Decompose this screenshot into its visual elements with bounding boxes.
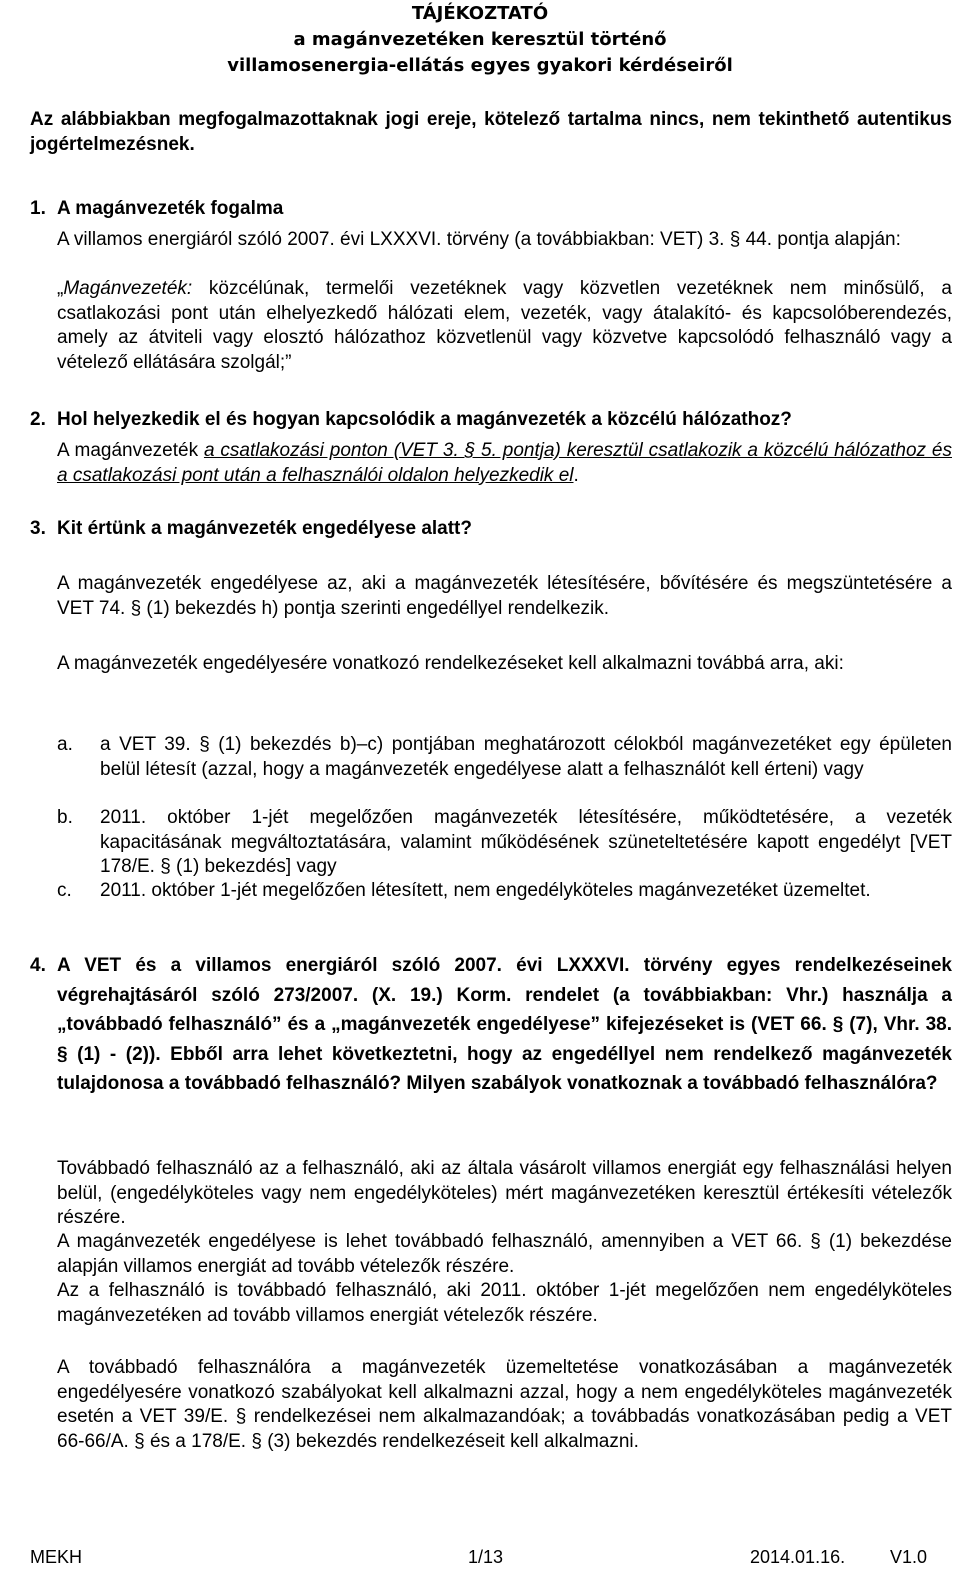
definition-term: Magánvezeték: (63, 278, 193, 299)
section-4-paragraph-3: Az a felhasználó is továbbadó felhasználó, aki 2011. október 1-jét megelőzően nem engedélyköteles magánvezetéken ad tovább villamos energiát vételezők részére. (57, 1280, 952, 1326)
section-1-number: 1. (30, 198, 46, 219)
section-2-heading: Hol helyezkedik el és hogyan kapcsolódik a magánvezeték a közcélú hálózathoz? (57, 409, 792, 430)
section-2-answer (57, 439, 952, 488)
section-3-paragraph-1: A magánvezeték engedélyese az, aki a magánvezeték létesítésére, bővítésére és megszüntetésére a VET 74. § (1) bekezdés h) pontja szerinti engedéllyel rendelkezik. (57, 573, 952, 619)
section-1-definition (57, 277, 952, 375)
list-item-b-text: 2011. október 1-jét megelőzően magánvezeték létesítésére, működtetésére, a vezeték kapacitásának megváltoztatására, valamint működésének szüneteltetésére kapott engedélyt [VET 178/E. § (1) bekezdés] vagy (100, 807, 952, 877)
quote-close: ” (285, 351, 292, 373)
document-subtitle-line2: villamosenergia-ellátás egyes gyakori kérdéseiről (227, 55, 733, 76)
section-4-paragraph-1: Továbbadó felhasználó az a felhasználó, aki az általa vásárolt villamos energiát egy felhasználási helyen belül, (engedélyköteles vagy nem engedélyköteles) mért magánvezetéken keresztül értékesíti vételezők részére. (57, 1158, 952, 1228)
footer-version: V1.0 (890, 1547, 928, 1567)
section-3-heading: Kit értünk a magánvezeték engedélyese alatt? (57, 518, 472, 539)
section-4-heading: A VET és a villamos energiáról szóló 2007. évi LXXXVI. törvény egyes rendelkezéseinek végrehajtásáról szóló 273/2007. (X. 19.) Korm. rendelet (a továbbiakban: Vhr.) használja a „továbbadó felhasználó” és a „magánvezeték engedélyese” kifejezéseket is (VET 66. § (7), Vhr. 38. § (1) - (2)). Ebből arra lehet következtetni, hogy az engedéllyel nem rendelkező magánvezeték tulajdonosa a továbbadó felhasználó? Milyen szabályok vonatkoznak a továbbadó felhasználóra? (57, 955, 952, 1094)
list-item-c-label: c. (57, 880, 72, 901)
section-2-number: 2. (30, 409, 46, 430)
quote-open: „ (57, 278, 64, 299)
section-4-number: 4. (30, 955, 46, 976)
section-1-intro: A villamos energiáról szóló 2007. évi LXXXVI. törvény (a továbbiakban: VET) 3. § 44. pontja alapján: (57, 229, 901, 250)
footer-date: 2014.01.16. (750, 1547, 846, 1567)
section-2-answer-suffix: . (573, 464, 579, 486)
footer-page-number: 1/13 (468, 1547, 504, 1567)
document-title: TÁJÉKOZTATÓ (411, 3, 549, 24)
document-subtitle-line1: a magánvezetéken keresztül történő (293, 29, 667, 50)
list-item-b-label: b. (57, 807, 73, 828)
list-item-c-text: 2011. október 1-jét megelőzően létesített, nem engedélyköteles magánvezetéket üzemeltet. (100, 880, 871, 901)
disclaimer: Az alábbiakban megfogalmazottaknak jogi ereje, kötelező tartalma nincs, nem tekinthető autentikus jogértelmezésnek. (30, 109, 952, 155)
section-4-paragraph-2: A magánvezeték engedélyese is lehet továbbadó felhasználó, amennyiben a VET 66. § (1) bekezdése alapján villamos energiát ad tovább vételezők részére. (57, 1231, 952, 1277)
definition-text: közcélúnak, termelői vezetéknek vagy közvetlen vezetéknek nem minősülő, a csatlakozási pont után elhelyezkedő hálózati elem, vezeték, vagy átalakító- és kapcsolóberendezés, amely az átviteli vagy elosztó hálózathoz közvetlenül vagy közvetve kapcsolódó felhasználó vagy a vételező ellátására szolgál; (57, 278, 952, 373)
section-2-answer-prefix: A magánvezeték (57, 440, 204, 461)
section-1-heading: A magánvezeték fogalma (57, 198, 284, 219)
section-3-paragraph-2: A magánvezeték engedélyesére vonatkozó rendelkezéseket kell alkalmazni továbbá arra, aki: (57, 653, 844, 674)
footer-organization: MEKH (30, 1547, 83, 1567)
section-2-answer-underlined: a csatlakozási ponton (VET 3. § 5. pontja) keresztül csatlakozik a közcélú hálózathoz és a csatlakozási pont után a felhasználói oldalon helyezkedik el (57, 440, 952, 486)
list-item-a-label: a. (57, 734, 73, 755)
list-item-a-text: a VET 39. § (1) bekezdés b)–c) pontjában meghatározott célokból magánvezetéket egy épületen belül létesít (azzal, hogy a magánvezeték engedélyese alatt a felhasználót kell érteni) vagy (100, 734, 952, 780)
section-4-paragraph-4: A továbbadó felhasználóra a magánvezeték üzemeltetése vonatkozásában a magánvezeték engedélyesére vonatkozó szabályokat kell alkalmazni azzal, hogy a nem engedélyköteles magánvezeték esetén a VET 39/E. § rendelkezései nem alkalmazandóak; a továbbadás vonatkozásában pedig a VET 66-66/A. § és a 178/E. § (3) bekezdés rendelkezéseit kell alkalmazni. (57, 1357, 952, 1452)
section-3-number: 3. (30, 518, 46, 539)
